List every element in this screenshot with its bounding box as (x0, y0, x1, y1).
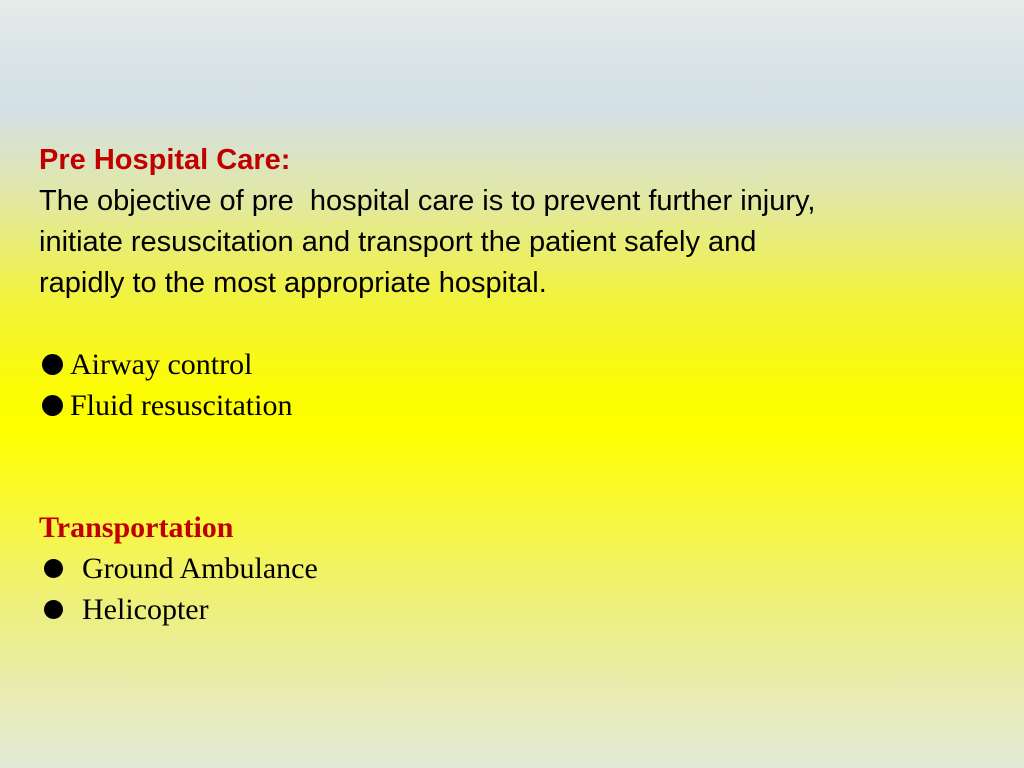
list-item-label: Airway control (70, 348, 253, 381)
bullet-icon (42, 354, 63, 375)
list-item-label: Helicopter (82, 593, 209, 626)
list-item (44, 548, 318, 589)
care-list (42, 344, 292, 426)
bullet-icon (44, 600, 63, 619)
transport-list (44, 548, 318, 630)
paragraph-line: initiate resuscitation and transport the patient safely and (39, 226, 757, 258)
objective-paragraph (39, 181, 999, 304)
transportation-title: Transportation (39, 511, 234, 544)
list-item-label: Fluid resuscitation (70, 389, 293, 422)
slide-heading: Pre Hospital Care: (39, 144, 291, 176)
paragraph-line: The objective of pre hospital care is to prevent further injury, (39, 185, 816, 217)
list-item (44, 589, 318, 630)
paragraph-line: rapidly to the most appropriate hospital. (39, 267, 547, 299)
bullet-icon (44, 559, 63, 578)
bullet-icon (42, 395, 63, 416)
list-item (42, 344, 292, 385)
list-item (42, 385, 292, 426)
list-item-label: Ground Ambulance (82, 552, 318, 585)
